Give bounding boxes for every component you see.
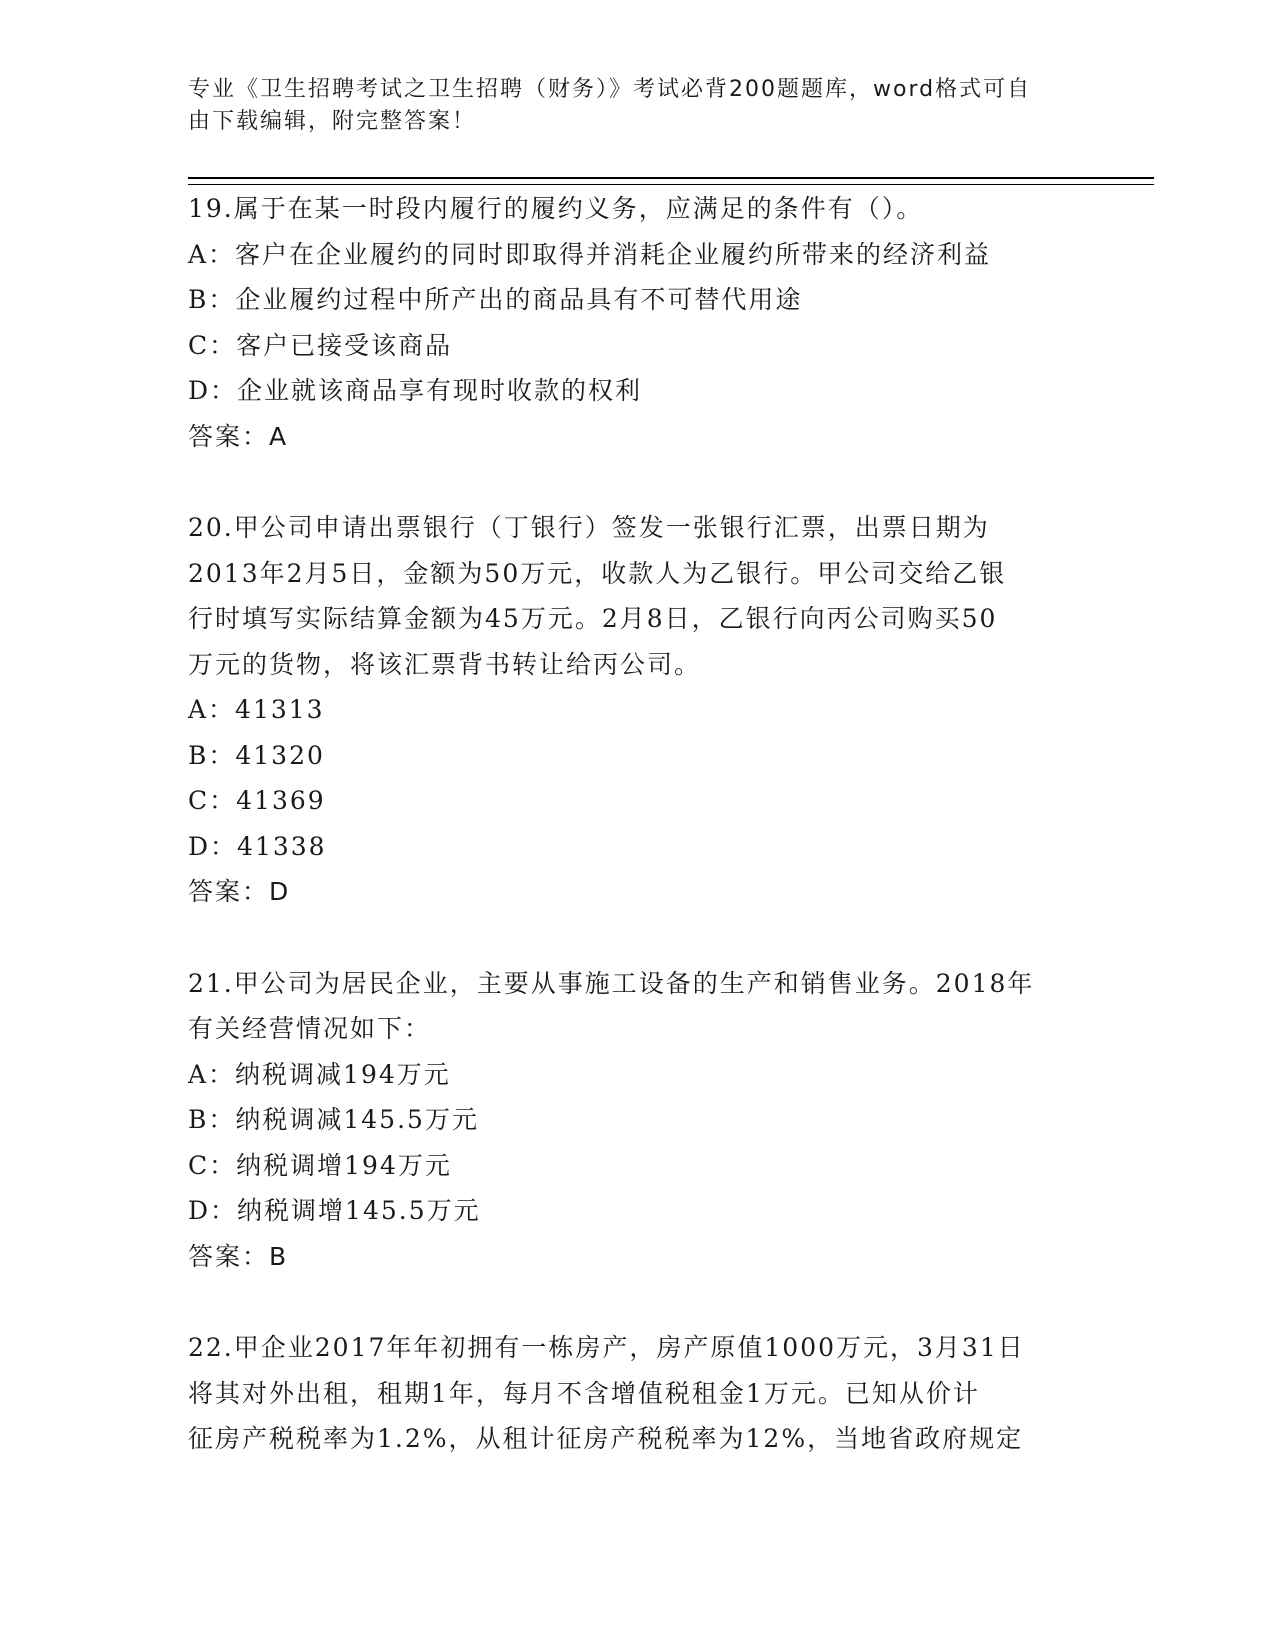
option-c: C：41369 [188,786,326,815]
option-b: B：41320 [188,740,325,770]
document-header [188,74,1068,138]
option-c: C：客户已接受该商品 [188,330,453,360]
option-b: B：纳税调减145.5万元 [188,1105,479,1134]
question-stem: 20.甲公司申请出票银行（丁银行）签发一张银行汇票，出票日期为 [188,513,990,542]
question-stem: 行时填写实际结算金额为45万元。2月8日，乙银行向丙公司购买50 [188,604,998,633]
question-spacer [188,1279,1088,1325]
question-stem: 有关经营情况如下： [188,1014,432,1043]
question-list [188,186,1088,1462]
option-d: D：41338 [188,831,327,861]
option-c: C：纳税调增194万元 [188,1150,452,1180]
option-a: A：客户在企业履约的同时即取得并消耗企业履约所带来的经济利益 [188,239,992,269]
question-spacer [188,915,1088,961]
option-b: B：企业履约过程中所产出的商品具有不可替代用途 [188,285,803,314]
answer-line: 答案：D [188,877,291,906]
option-d: D：纳税调增145.5万元 [188,1196,481,1225]
option-d: D：企业就该商品享有现时收款的权利 [188,376,643,405]
question-21 [188,961,1088,1280]
header-divider-thick [188,177,1154,179]
answer-line: 答案：B [188,1241,289,1271]
header-divider-thin [188,184,1154,185]
question-stem: 万元的货物，将该汇票背书转让给丙公司。 [188,649,702,679]
question-22 [188,1325,1088,1462]
question-19 [188,186,1088,459]
question-stem: 22.甲企业2017年年初拥有一栋房产，房产原值1000万元，3月31日 [188,1333,1025,1362]
question-stem: 19.属于在某一时段内履行的履约义务，应满足的条件有（）。 [188,194,924,223]
option-a: A：41313 [188,695,325,724]
question-20 [188,505,1088,915]
question-stem: 2013年2月5日，金额为50万元，收款人为乙银行。甲公司交给乙银 [188,558,1007,588]
header-line-2: 由下载编辑，附完整答案！ [188,109,477,134]
header-line-1: 专业《卫生招聘考试之卫生招聘（财务）》考试必背200题题库，word格式可自 [188,77,1032,102]
question-stem: 征房产税税率为1.2%，从租计征房产税税率为12%，当地省政府规定 [188,1424,1024,1453]
question-stem: 21.甲公司为居民企业，主要从事施工设备的生产和销售业务。2018年 [188,968,1035,998]
answer-line: 答案：A [188,421,289,451]
question-stem: 将其对外出租，租期1年，每月不含增值税租金1万元。已知从价计 [188,1378,980,1408]
option-a: A：纳税调减194万元 [188,1059,451,1089]
question-spacer [188,459,1088,505]
